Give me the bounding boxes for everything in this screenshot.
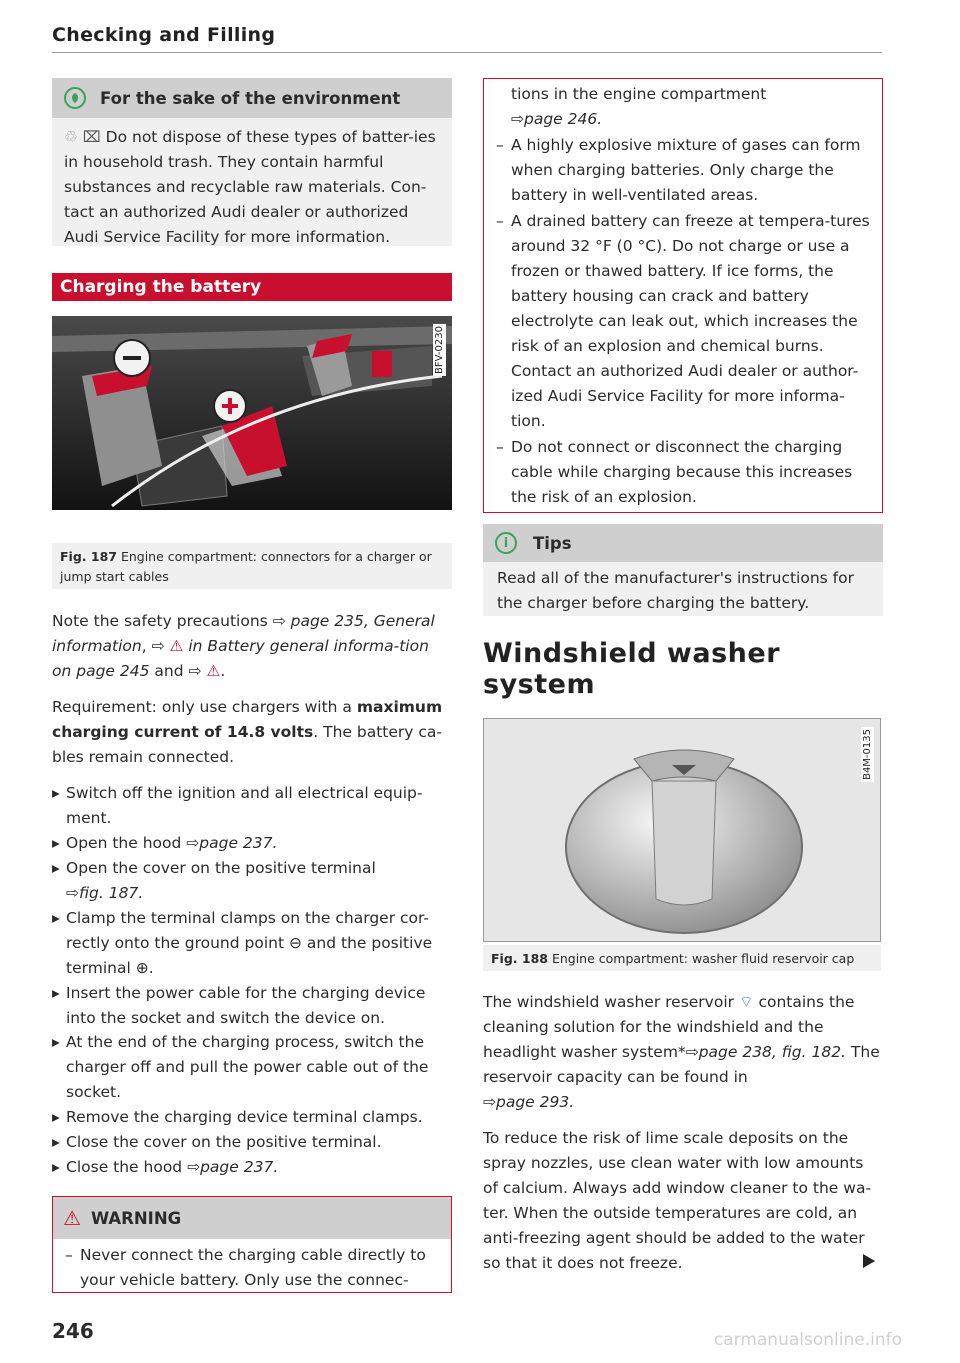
list-item: ▸ Close the hood ⇨page 237. (52, 1155, 452, 1180)
list-item: ▸ Open the cover on the positive terminal ⇨fig. 187. (52, 856, 452, 906)
warning-item-1: – Never connect the charging cable directly to your vehicle battery. Only use the connec- (65, 1246, 426, 1289)
plus-circle-icon: ⊕ (135, 959, 149, 977)
minus-circle-icon: ⊖ (288, 934, 302, 952)
warning-item-1-continued: tions in the engine compartment ⇨page 246. (511, 85, 767, 128)
leaf-icon (64, 87, 86, 109)
washer-paragraph-2: To reduce the risk of lime scale deposits on the spray nozzles, use clean water with low amounts of calcium. Always add window cleaner to the wa-ter. When the outside temperatures are cold, an anti-freezing agent should be added to the water so that it does not freeze. (483, 1129, 872, 1272)
tips-text: Read all of the manufacturer's instructions for the charger before charging the battery. (497, 569, 854, 612)
page-ref-link[interactable]: page 237. (200, 1158, 279, 1176)
arrow-icon: ⇨ (685, 1043, 699, 1061)
bullet-triangle-icon: ▸ (52, 1033, 60, 1051)
environment-box (52, 78, 452, 246)
list-item: ▸ At the end of the charging process, switch the charger off and pull the power cable out of the socket. (52, 1030, 452, 1105)
safety-paragraph: Note the safety precautions ⇨ page 235, General information, ⇨ ⚠ in Battery general informa-tion on page 245 and ⇨ ⚠. (52, 612, 435, 680)
washer-cap-illustration (484, 719, 881, 942)
washer-fluid-icon: ⌔ (738, 993, 754, 1011)
safety-link-1[interactable]: page 235, General information (52, 612, 435, 655)
bullet-triangle-icon: ▸ (52, 1108, 60, 1126)
figure-187-image (52, 316, 452, 510)
page-ref-link[interactable]: page 238, fig. 182. (698, 1043, 846, 1061)
warning-triangle-icon: ⚠ (206, 662, 221, 680)
environment-text-block (52, 118, 452, 250)
environment-text: Do not dispose of these types of batter-ies in household trash. They contain harmful substances and recyclable raw materials. Con-tact an authorized Audi dealer or authorized Audi Service Facility for more information. (64, 128, 436, 246)
page-ref-link[interactable]: page 293. (496, 1093, 575, 1111)
bullet-triangle-icon: ▸ (52, 859, 60, 877)
list-item: ▸ Insert the power cable for the charging device into the socket and switch the device on. (52, 981, 452, 1031)
arrow-icon: ⇨ (66, 884, 79, 902)
figure-188-code: B4M-0135 (862, 729, 873, 780)
figure-188-caption (483, 945, 881, 971)
arrow-icon: ⇨ (511, 110, 524, 128)
tips-header (483, 524, 883, 562)
warning-item-3: – A drained battery can freeze at tempera-tures around 32 °F (0 °C). Do not charge or use a frozen or thawed battery. If ice forms, the battery housing can crack and battery electrolyte can leak out, which increases the risk of an explosion and chemical burns. Contact an authorized Audi dealer or author-ized Audi Service Facility for more informa-tion. (496, 212, 870, 430)
arrow-icon: ⇨ (186, 834, 200, 852)
arrow-icon: ⇨ (483, 1093, 496, 1111)
bullet-triangle-icon: ▸ (52, 834, 60, 852)
warning-triangle-icon: ⚠ (169, 637, 184, 655)
engine-connectors-illustration (52, 316, 452, 510)
warning-triangle-icon: ⚠ (63, 1206, 81, 1230)
warning-header (53, 1197, 451, 1239)
warning-item-4: – Do not connect or disconnect the charging cable while charging because this increases the risk of an explosion. (496, 438, 853, 506)
page-header: Checking and Filling (52, 24, 276, 46)
recycle-icon: ♲ (64, 128, 78, 146)
tips-title: Tips (533, 533, 572, 553)
arrow-icon: ⇨ (151, 637, 165, 655)
environment-header (52, 78, 452, 118)
warning-box (52, 1196, 452, 1293)
figure-187-caption (52, 543, 452, 589)
tips-box (483, 524, 883, 616)
list-item: ▸ Switch off the ignition and all electrical equip-ment. (52, 781, 452, 831)
figure-188-image (483, 718, 881, 942)
list-item: ▸ Close the cover on the positive terminal. (52, 1130, 452, 1155)
arrow-icon: ⇨ (272, 612, 286, 630)
section-title-charging: Charging the battery (52, 273, 452, 301)
washer-paragraph-1: The windshield washer reservoir ⌔ contains the cleaning solution for the windshield and the headlight washer system*⇨page 238, fig. 182. The reservoir capacity can be found in ⇨page 293. (483, 993, 880, 1111)
page-ref-link[interactable]: page 237. (199, 834, 278, 852)
list-item: ▸ Remove the charging device terminal clamps. (52, 1105, 452, 1130)
bullet-triangle-icon: ▸ (52, 1158, 60, 1176)
fig-ref-link[interactable]: fig. 187. (79, 884, 144, 902)
list-item: ▸ Clamp the terminal clamps on the charger cor-rectly onto the ground point ⊖ and the positive terminal ⊕. (52, 906, 452, 981)
no-trash-icon: ⌧ (82, 128, 101, 146)
environment-title: For the sake of the environment (100, 88, 401, 108)
arrow-icon: ⇨ (187, 1158, 201, 1176)
figure-187-caption-text: Engine compartment: connectors for a charger or jump start cables (60, 549, 432, 584)
requirement-paragraph: Requirement: only use chargers with a maximum charging current of 14.8 volts. The battery ca-bles remain connected. (52, 698, 443, 766)
figure-187-label: Fig. 187 (60, 549, 117, 564)
bullet-triangle-icon: ▸ (52, 909, 60, 927)
warning-continuation-box (483, 78, 883, 513)
warning-item-2: – A highly explosive mixture of gases can form when charging batteries. Only charge the battery in well-ventilated areas. (496, 136, 861, 204)
info-icon: i (495, 532, 517, 554)
bullet-triangle-icon: ▸ (52, 984, 60, 1002)
bullet-triangle-icon: ▸ (52, 1133, 60, 1151)
header-rule (52, 52, 882, 53)
list-item: ▸ Open the hood ⇨page 237. (52, 831, 452, 856)
page-ref-link[interactable]: page 246. (524, 110, 603, 128)
watermark: carmanualsonline.info (713, 1330, 902, 1350)
figure-187-code: BFV-0230 (434, 326, 445, 374)
bullet-triangle-icon: ▸ (52, 784, 60, 802)
continue-arrow-icon (863, 1254, 875, 1268)
figure-188-caption-text: Engine compartment: washer fluid reservoir cap (551, 951, 855, 966)
page-number: 246 (52, 1319, 94, 1343)
arrow-icon: ⇨ (188, 662, 202, 680)
safety-link-2[interactable]: in Battery general informa-tion on page 245 (52, 637, 429, 680)
figure-188-label: Fig. 188 (491, 951, 548, 966)
section-heading-washer: Windshield washer system (483, 638, 781, 700)
warning-title: WARNING (90, 1208, 182, 1228)
